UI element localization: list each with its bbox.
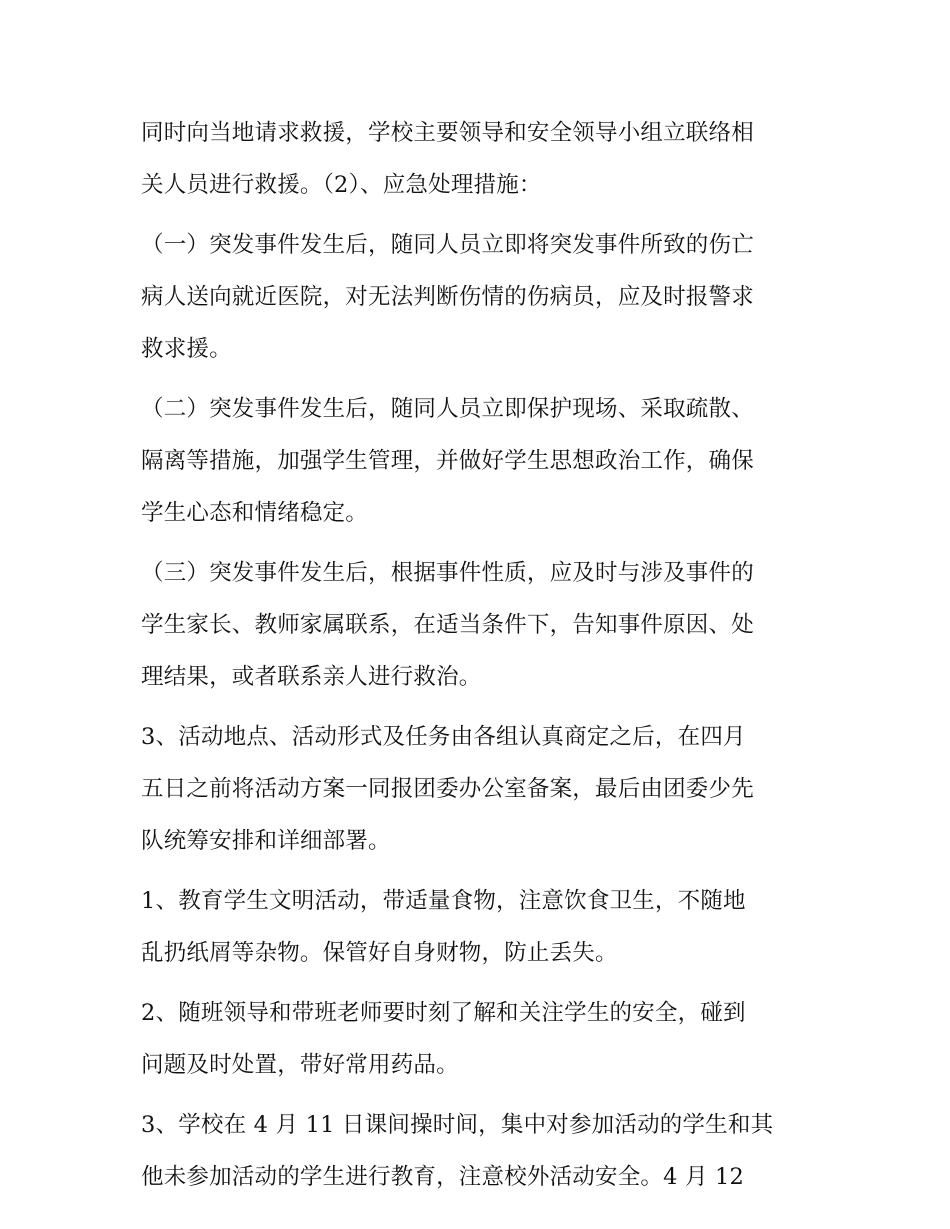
text-line: 五日之前将活动方案一同报团委办公室备案，最后由团委少先: [141, 776, 754, 802]
text-line: 同时向当地请求救援，学校主要领导和安全领导小组立联络相: [141, 120, 754, 146]
paragraph-item-one: [141, 875, 821, 979]
text-line: 隔离等措施，加强学生管理，并做好学生思想政治工作，确保: [141, 448, 754, 474]
text-line: （一）突发事件发生后，随同人员立即将突发事件所致的伤亡: [141, 232, 754, 258]
paragraph-activity-plan: [141, 711, 821, 867]
text-line: 队统筹安排和详细部署。: [141, 828, 391, 854]
text-line: 学生家长、教师家属联系，在适当条件下，告知事件原因、处: [141, 612, 754, 638]
text-line: 病人送向就近医院，对无法判断伤情的伤病员，应及时报警求: [141, 284, 754, 310]
text-line: 乱扔纸屑等杂物。保管好自身财物，防止丢失。: [141, 940, 618, 966]
text-line: 3、活动地点、活动形式及任务由各组认真商定之后，在四月: [141, 724, 746, 750]
text-line: 3、学校在 4 月 11 日课间操时间，集中对参加活动的学生和其: [141, 1112, 774, 1138]
paragraph-measure-one: [141, 219, 821, 375]
text-line: 学生心态和情绪稳定。: [141, 500, 369, 526]
text-line: 他未参加活动的学生进行教育，注意校外活动安全。4 月 12: [141, 1164, 745, 1190]
document-body: [141, 107, 821, 1211]
text-line: （二）突发事件发生后，随同人员立即保护现场、采取疏散、: [141, 396, 754, 422]
paragraph-rescue-contact: [141, 107, 821, 211]
paragraph-measure-two: [141, 383, 821, 539]
paragraph-item-two: [141, 987, 821, 1091]
text-line: 关人员进行救援。（2）、应急处理措施：: [141, 172, 542, 198]
text-line: 问题及时处置，带好常用药品。: [141, 1052, 459, 1078]
text-line: 2、随班领导和带班老师要时刻了解和关注学生的安全，碰到: [141, 1000, 746, 1026]
paragraph-measure-three: [141, 547, 821, 703]
text-line: 理结果，或者联系亲人进行救治。: [141, 664, 482, 690]
text-line: 救求援。: [141, 336, 232, 362]
text-line: 1、教育学生文明活动，带适量食物，注意饮食卫生，不随地: [141, 888, 746, 914]
text-line: （三）突发事件发生后，根据事件性质，应及时与涉及事件的: [141, 560, 754, 586]
paragraph-item-three: [141, 1099, 821, 1203]
